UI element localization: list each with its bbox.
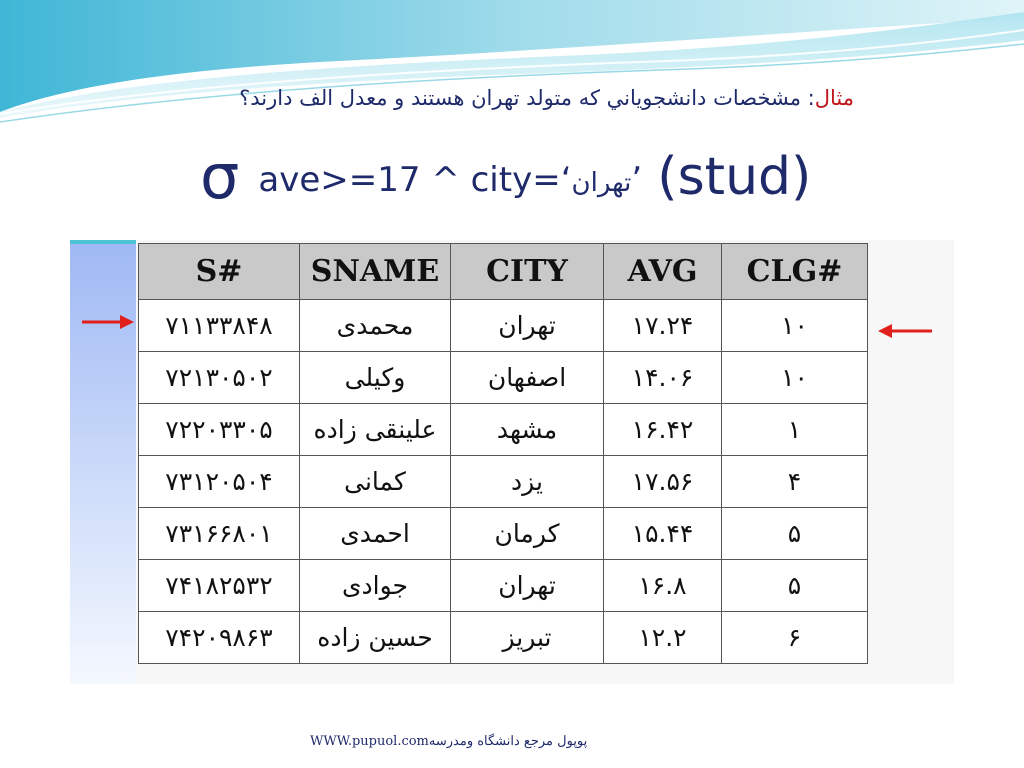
condition-prefix: ave>=17 ^ city=‘ (258, 160, 572, 200)
table-row (139, 404, 868, 456)
table-row (139, 456, 868, 508)
cell-city: مشهد (451, 404, 604, 456)
cell-clg: ۵ (722, 560, 868, 612)
cell-clg: ۱۰ (722, 352, 868, 404)
example-separator: : (807, 86, 815, 110)
cell-sname: محمدی (300, 300, 451, 352)
cell-sno: ۷۲۲۰۳۳۰۵ (139, 404, 300, 456)
cell-sno: ۷۲۱۳۰۵۰۲ (139, 352, 300, 404)
decorative-wave-header (0, 0, 1024, 140)
example-question (239, 86, 854, 110)
selection-condition (258, 160, 642, 200)
cell-clg: ۱۰ (722, 300, 868, 352)
cell-sname: کمانی (300, 456, 451, 508)
cell-avg: ۱۵.۴۴ (604, 508, 722, 560)
selection-formula (200, 140, 840, 213)
example-label: مثال (814, 86, 854, 110)
table-row (139, 560, 868, 612)
column-header-clg: CLG# (722, 244, 868, 300)
cell-clg: ۵ (722, 508, 868, 560)
cell-avg: ۱۷.۲۴ (604, 300, 722, 352)
column-header-sno: S# (139, 244, 300, 300)
table-header-row (139, 244, 868, 300)
cell-sname: وکیلی (300, 352, 451, 404)
cell-city: یزد (451, 456, 604, 508)
cell-avg: ۱۴.۰۶ (604, 352, 722, 404)
side-gradient-strip (70, 244, 136, 684)
cell-sno: ۷۳۱۲۰۵۰۴ (139, 456, 300, 508)
cell-clg: ۶ (722, 612, 868, 664)
condition-value: تهران (571, 168, 632, 198)
cell-city: تهران (451, 300, 604, 352)
table-row (139, 300, 868, 352)
cell-city: تبریز (451, 612, 604, 664)
cell-sname: احمدی (300, 508, 451, 560)
cell-sno: ۷۳۱۶۶۸۰۱ (139, 508, 300, 560)
cell-avg: ۱۶.۴۲ (604, 404, 722, 456)
student-table (138, 243, 868, 664)
cell-sname: علینقی زاده (300, 404, 451, 456)
sigma-symbol: σ (200, 140, 240, 213)
cell-city: اصفهان (451, 352, 604, 404)
relation-name: (stud) (657, 146, 812, 207)
cell-sno: ۷۴۱۸۲۵۳۲ (139, 560, 300, 612)
table-row (139, 612, 868, 664)
cell-sno: ۷۱۱۳۳۸۴۸ (139, 300, 300, 352)
arrow-right-icon (80, 313, 136, 331)
column-header-avg: AVG (604, 244, 722, 300)
cell-sno: ۷۴۲۰۹۸۶۳ (139, 612, 300, 664)
table-row (139, 352, 868, 404)
footer-text: WWW.pupuol.comپوپول مرجع دانشگاه ومدرسه (310, 734, 588, 749)
cell-avg: ۱۶.۸ (604, 560, 722, 612)
cell-clg: ۱ (722, 404, 868, 456)
cell-sname: جوادی (300, 560, 451, 612)
cell-sname: حسین زاده (300, 612, 451, 664)
cell-city: کرمان (451, 508, 604, 560)
column-header-city: CITY (451, 244, 604, 300)
cell-avg: ۱۲.۲ (604, 612, 722, 664)
cell-clg: ۴ (722, 456, 868, 508)
arrow-left-icon (876, 322, 934, 340)
example-question-text: مشخصات دانشجوياني كه متولد تهران هستند و معدل الف دارند؟ (239, 86, 808, 110)
table-row (139, 508, 868, 560)
condition-suffix: ’ (631, 160, 643, 200)
column-header-sname: SNAME (300, 244, 451, 300)
cell-avg: ۱۷.۵۶ (604, 456, 722, 508)
cell-city: تهران (451, 560, 604, 612)
